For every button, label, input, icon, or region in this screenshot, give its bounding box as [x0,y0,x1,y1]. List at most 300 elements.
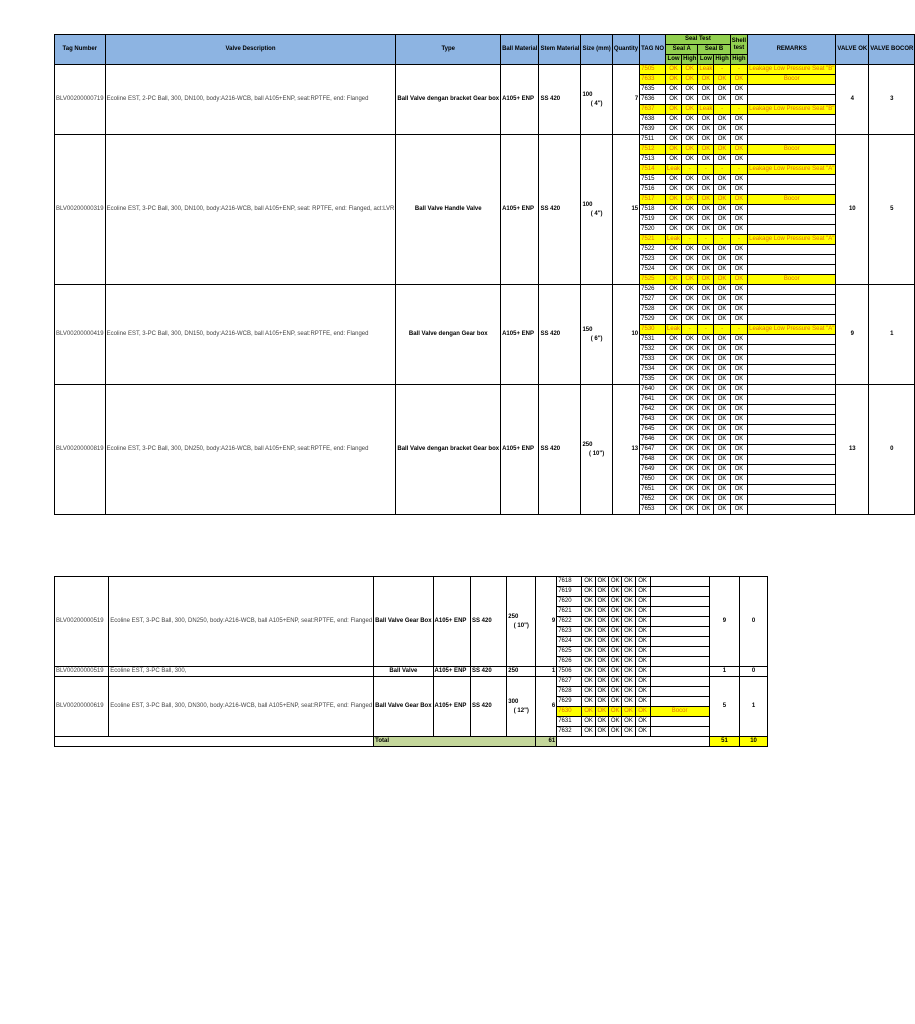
tag-no-cell: 7530 [640,325,666,335]
seal-b-high-cell: - [714,235,730,245]
shell-high-cell: OK [730,415,747,425]
shell-high-cell: OK [730,205,747,215]
seal-b-high-cell: OK [622,667,635,677]
seal-a-low-cell: OK [666,275,682,285]
quantity-cell: 6 [536,677,557,737]
remarks-cell [650,647,709,657]
seal-a-high-cell: OK [682,245,698,255]
tag-no-cell: 7624 [557,637,582,647]
seal-a-high-cell: OK [682,135,698,145]
seal-a-low-cell: OK [666,225,682,235]
size-cell [581,135,612,285]
tag-no-cell: 7618 [557,577,582,587]
seal-a-high-cell: OK [682,75,698,85]
seal-a-high-cell: OK [682,345,698,355]
header-remarks: REMARKS [748,35,836,65]
seal-a-low-cell: Leak [666,325,682,335]
seal-a-low-cell: OK [666,135,682,145]
remarks-cell [650,637,709,647]
header-tag-no: TAG NO [640,35,666,65]
seal-a-high-cell: OK [682,285,698,295]
remarks-cell: Leakage Low Pressure Seat "A" [748,325,836,335]
remarks-cell: Leakage Low Pressure Seat "A" [748,165,836,175]
valve-bocor-cell: 1 [740,677,768,737]
size-cell [507,667,536,677]
valve-bocor-cell: 0 [740,667,768,677]
remarks-cell [748,225,836,235]
tag-no-cell: 7531 [640,335,666,345]
tag-no-cell: 7517 [640,195,666,205]
seal-b-low-cell: OK [698,355,714,365]
seal-a-low-cell: OK [666,195,682,205]
seal-b-high-cell: OK [714,375,730,385]
seal-a-high-cell: OK [595,677,608,687]
seal-b-low-cell: OK [609,577,622,587]
seal-b-low-cell: OK [698,505,714,515]
seal-b-low-cell: OK [698,425,714,435]
size-inch: ( 4") [590,210,603,217]
remarks-cell [748,305,836,315]
seal-a-high-cell: OK [682,145,698,155]
seal-a-high-cell: OK [682,115,698,125]
shell-high-cell: OK [730,375,747,385]
seal-a-low-cell: OK [666,65,682,75]
remarks-cell [748,265,836,275]
seal-b-low-cell: OK [609,597,622,607]
shell-high-cell: OK [730,195,747,205]
tag-no-cell: 7632 [557,727,582,737]
seal-b-high-cell: OK [714,505,730,515]
total-quantity: 61 [536,737,557,747]
shell-high-cell: OK [635,597,650,607]
seal-b-high-cell: OK [714,245,730,255]
tag-no-cell: 7522 [640,245,666,255]
shell-high-cell: OK [730,305,747,315]
remarks-cell [748,95,836,105]
seal-a-low-cell: OK [666,495,682,505]
size-cell [581,385,612,515]
header-size: Size (mm) [581,35,612,65]
remarks-cell [748,125,836,135]
header-shell-high: High [730,55,747,65]
seal-b-high-cell: OK [622,697,635,707]
shell-high-cell: OK [730,145,747,155]
seal-a-low-cell: OK [582,667,595,677]
shell-high-cell: OK [730,405,747,415]
shell-high-cell: OK [635,657,650,667]
seal-b-high-cell: OK [714,155,730,165]
remarks-cell [650,657,709,667]
seal-b-high-cell: OK [714,275,730,285]
seal-b-high-cell: OK [714,85,730,95]
shell-high-cell: - [730,165,747,175]
seal-b-low-cell: OK [698,205,714,215]
seal-a-low-cell: OK [666,335,682,345]
seal-b-low-cell: OK [698,275,714,285]
seal-b-high-cell: - [714,325,730,335]
shell-high-cell: OK [730,465,747,475]
quantity-cell: 1 [536,667,557,677]
seal-a-high-cell: OK [682,365,698,375]
seal-b-high-cell: - [714,65,730,75]
type-cell: Ball Valve Gear Box [374,577,433,667]
size-mm: 150 [582,326,593,333]
shell-high-cell: OK [730,345,747,355]
table-header [55,35,915,65]
table-row [55,65,915,75]
shell-high-cell: OK [730,265,747,275]
stem-material-cell: SS 420 [539,285,581,385]
seal-a-low-cell: OK [666,505,682,515]
seal-a-low-cell: OK [666,345,682,355]
type-cell: Ball Valve dengan Gear box [396,285,501,385]
remarks-cell: Bocor [650,707,709,717]
shell-high-cell: OK [730,335,747,345]
seal-b-low-cell: OK [698,95,714,105]
seal-a-low-cell: OK [666,245,682,255]
remarks-cell [748,315,836,325]
header-seal-a: Seal A [666,45,698,55]
seal-b-high-cell: OK [714,205,730,215]
tag-number-cell: BLV00200000419 [55,285,106,385]
tag-number-cell: BLV00200000519 [55,667,109,677]
remarks-cell [748,345,836,355]
remarks-cell [748,285,836,295]
shell-high-cell: OK [730,435,747,445]
seal-b-high-cell: OK [714,365,730,375]
seal-b-high-cell: OK [714,95,730,105]
total-valve-ok: 51 [709,737,739,747]
seal-a-low-cell: OK [666,155,682,165]
tag-number-cell: BLV00200000319 [55,135,106,285]
seal-a-low-cell: OK [666,105,682,115]
seal-b-low-cell: OK [698,135,714,145]
seal-b-high-cell: OK [714,125,730,135]
seal-a-low-cell: OK [666,375,682,385]
seal-b-low-cell: OK [698,395,714,405]
seal-a-high-cell: OK [595,617,608,627]
tag-no-cell: 7649 [640,465,666,475]
remarks-cell [650,667,709,677]
tag-no-cell: 7635 [640,85,666,95]
size-cell [581,285,612,385]
shell-high-cell: OK [635,637,650,647]
header-shell-test: Shell test [730,35,747,55]
size-mm: 100 [582,201,593,208]
seal-b-low-cell: OK [698,285,714,295]
tag-no-cell: 7641 [640,395,666,405]
valve-ok-cell: 5 [709,677,739,737]
seal-a-high-cell: OK [682,415,698,425]
ball-material-cell: A105+ ENP [501,65,539,135]
tag-no-cell: 7627 [557,677,582,687]
size-cell [581,65,612,135]
seal-a-low-cell: OK [666,445,682,455]
tag-no-cell: 7518 [640,205,666,215]
remarks-cell [748,385,836,395]
size-mm: 250 [508,613,519,620]
shell-high-cell: OK [730,95,747,105]
seal-a-high-cell: OK [682,475,698,485]
shell-high-cell: OK [730,505,747,515]
header-seal-b-high: High [714,55,730,65]
remarks-cell [748,465,836,475]
seal-b-low-cell: OK [609,667,622,677]
shell-high-cell: OK [730,255,747,265]
tag-no-cell: 7622 [557,617,582,627]
seal-a-low-cell: OK [582,657,595,667]
type-cell: Ball Valve Gear Box [374,677,433,737]
shell-high-cell: OK [730,245,747,255]
seal-b-low-cell: OK [698,75,714,85]
remarks-cell [748,375,836,385]
seal-b-high-cell: OK [622,727,635,737]
seal-b-low-cell: OK [609,647,622,657]
ball-material-cell: A105+ ENP [433,677,470,737]
seal-b-high-cell: OK [714,185,730,195]
table-row [55,135,915,145]
shell-high-cell: OK [730,75,747,85]
seal-a-low-cell: OK [666,145,682,155]
valve-ok-cell: 1 [709,667,739,677]
seal-b-high-cell: OK [714,425,730,435]
table-row [55,677,768,687]
seal-a-high-cell: OK [682,155,698,165]
tag-no-cell: 7511 [640,135,666,145]
seal-a-high-cell: OK [682,175,698,185]
tag-number-cell: BLV00200000719 [55,65,106,135]
tag-no-cell: 7512 [640,145,666,155]
seal-a-high-cell: - [682,165,698,175]
type-cell: Ball Valve dengan bracket Gear box [396,65,501,135]
seal-b-low-cell: OK [609,617,622,627]
seal-a-high-cell: OK [682,95,698,105]
seal-a-low-cell: OK [666,475,682,485]
header-seal-b-low: Low [698,55,714,65]
seal-b-low-cell: OK [698,495,714,505]
tag-no-cell: 7506 [557,667,582,677]
shell-high-cell: OK [730,215,747,225]
tag-no-cell: 7643 [640,415,666,425]
seal-a-low-cell: OK [582,627,595,637]
quantity-cell: 9 [536,577,557,667]
valve-description-cell: Ecoline EST, 3-PC Ball, 300, [109,667,374,677]
tag-no-cell: 7619 [557,587,582,597]
table-row [55,577,768,587]
seal-b-low-cell: OK [698,445,714,455]
seal-b-low-cell: OK [698,185,714,195]
seal-b-high-cell: OK [714,435,730,445]
seal-a-low-cell: OK [666,465,682,475]
seal-b-high-cell: OK [714,455,730,465]
header-valve-description: Valve Description [105,35,396,65]
seal-b-high-cell: OK [714,395,730,405]
size-inch: ( 6") [590,335,603,342]
seal-b-high-cell: OK [622,707,635,717]
seal-a-high-cell: OK [595,707,608,717]
tag-no-cell: 7620 [557,597,582,607]
valve-description-cell: Ecoline EST, 3-PC Ball, 300, DN100, body:A216-WCB, ball A105+ENP, seat: RPTFE, end: Flanged, act:LVR [105,135,396,285]
seal-b-low-cell: OK [698,335,714,345]
seal-a-low-cell: OK [666,405,682,415]
tag-no-cell: 7642 [640,405,666,415]
seal-b-high-cell: OK [622,657,635,667]
seal-a-high-cell: OK [595,627,608,637]
seal-b-low-cell: - [698,165,714,175]
seal-b-low-cell: OK [698,305,714,315]
shell-high-cell: OK [730,295,747,305]
seal-a-high-cell: OK [595,687,608,697]
type-cell: Ball Valve dengan bracket Gear box [396,385,501,515]
size-cell [507,577,536,667]
seal-a-high-cell: OK [682,225,698,235]
seal-a-high-cell: OK [682,425,698,435]
seal-a-low-cell: Leak [666,165,682,175]
seal-a-high-cell: OK [682,205,698,215]
tag-no-cell: 7640 [640,385,666,395]
seal-b-low-cell: OK [698,125,714,135]
seal-b-high-cell: OK [622,717,635,727]
seal-b-low-cell: OK [609,677,622,687]
seal-b-high-cell: OK [714,135,730,145]
seal-b-low-cell: OK [698,245,714,255]
seal-b-high-cell: - [714,165,730,175]
tag-no-cell: 7514 [640,165,666,175]
header-seal-b: Seal B [698,45,730,55]
valve-ok-cell: 4 [836,65,869,135]
remarks-cell [650,587,709,597]
seal-a-high-cell: OK [595,717,608,727]
tag-no-cell: 7639 [640,125,666,135]
seal-a-low-cell: OK [666,215,682,225]
tag-no-cell: 7526 [640,285,666,295]
tag-no-cell: 7637 [640,105,666,115]
tag-no-cell: 7523 [640,255,666,265]
tag-no-cell: 7513 [640,155,666,165]
seal-a-high-cell: OK [595,657,608,667]
seal-b-high-cell: OK [622,587,635,597]
remarks-cell [748,395,836,405]
remarks-cell [748,405,836,415]
seal-b-high-cell: OK [714,445,730,455]
quantity-cell: 15 [612,135,639,285]
tag-no-cell: 7651 [640,485,666,495]
seal-b-low-cell: OK [698,85,714,95]
seal-b-high-cell: OK [622,607,635,617]
tag-no-cell: 7625 [557,647,582,657]
seal-b-low-cell: OK [698,145,714,155]
remarks-cell [748,355,836,365]
remarks-cell [748,475,836,485]
shell-high-cell: OK [730,385,747,395]
seal-a-high-cell: OK [682,255,698,265]
seal-a-low-cell: OK [582,607,595,617]
remarks-cell [748,155,836,165]
remarks-cell [748,495,836,505]
shell-high-cell: OK [730,135,747,145]
table-body [55,65,915,515]
seal-a-high-cell: OK [682,355,698,365]
table-row [55,667,768,677]
remarks-cell: Leakage Low Pressure Seat "A" [748,235,836,245]
seal-b-low-cell: OK [698,255,714,265]
seal-b-low-cell: - [698,235,714,245]
remarks-cell [748,185,836,195]
remarks-cell: Bocor [748,275,836,285]
seal-b-high-cell: OK [714,285,730,295]
seal-b-low-cell: OK [698,315,714,325]
valve-ok-cell: 9 [709,577,739,667]
remarks-cell [650,607,709,617]
seal-b-high-cell: OK [714,485,730,495]
seal-a-high-cell: OK [682,275,698,285]
seal-b-high-cell: OK [714,225,730,235]
header-valve-ok: VALVE OK [836,35,869,65]
stem-material-cell: SS 420 [470,577,506,667]
seal-b-high-cell: OK [714,115,730,125]
size-inch: ( 10") [589,450,605,457]
seal-a-high-cell: OK [682,465,698,475]
size-inch: ( 10") [513,622,529,629]
type-cell: Ball Valve [374,667,433,677]
header-seal-a-low: Low [666,55,682,65]
seal-a-high-cell: OK [682,305,698,315]
totals-row [55,737,768,747]
seal-b-high-cell: OK [714,175,730,185]
seal-b-low-cell: OK [609,587,622,597]
tag-no-cell: 7533 [640,355,666,365]
remarks-cell [650,727,709,737]
remarks-cell [748,255,836,265]
seal-a-high-cell: OK [595,637,608,647]
seal-b-low-cell: OK [698,415,714,425]
seal-a-high-cell: OK [682,405,698,415]
seal-b-low-cell: OK [698,195,714,205]
seal-a-high-cell: OK [595,597,608,607]
valve-test-table-page-1 [54,34,915,515]
tag-no-cell: 7535 [640,375,666,385]
remarks-cell: Leakage Low Pressure Seat "B" [748,105,836,115]
valve-bocor-cell: 0 [740,577,768,667]
seal-a-high-cell: OK [595,647,608,657]
remarks-cell [748,485,836,495]
shell-high-cell: OK [635,727,650,737]
shell-high-cell: OK [730,125,747,135]
seal-a-high-cell: OK [682,385,698,395]
remarks-cell: Bocor [748,195,836,205]
seal-b-high-cell: OK [714,145,730,155]
valve-bocor-cell: 1 [869,285,915,385]
remarks-cell [650,687,709,697]
tag-no-cell: 7521 [640,235,666,245]
seal-a-low-cell: OK [582,677,595,687]
seal-a-low-cell: OK [666,415,682,425]
seal-a-low-cell: OK [582,637,595,647]
seal-a-low-cell: OK [666,205,682,215]
tag-no-cell: 7515 [640,175,666,185]
remarks-cell [748,215,836,225]
seal-a-high-cell: OK [682,195,698,205]
seal-a-low-cell: OK [666,455,682,465]
tag-no-cell: 7629 [557,697,582,707]
table-row [55,385,915,395]
seal-a-high-cell: OK [682,495,698,505]
table-body [55,577,768,737]
remarks-cell [748,115,836,125]
valve-description-cell: Ecoline EST, 3-PC Ball, 300, DN250, body:A216-WCB, ball A105+ENP, seat:RPTFE, end: Flanged [109,577,374,667]
tag-no-cell: 7525 [640,275,666,285]
tag-no-cell: 7623 [557,627,582,637]
